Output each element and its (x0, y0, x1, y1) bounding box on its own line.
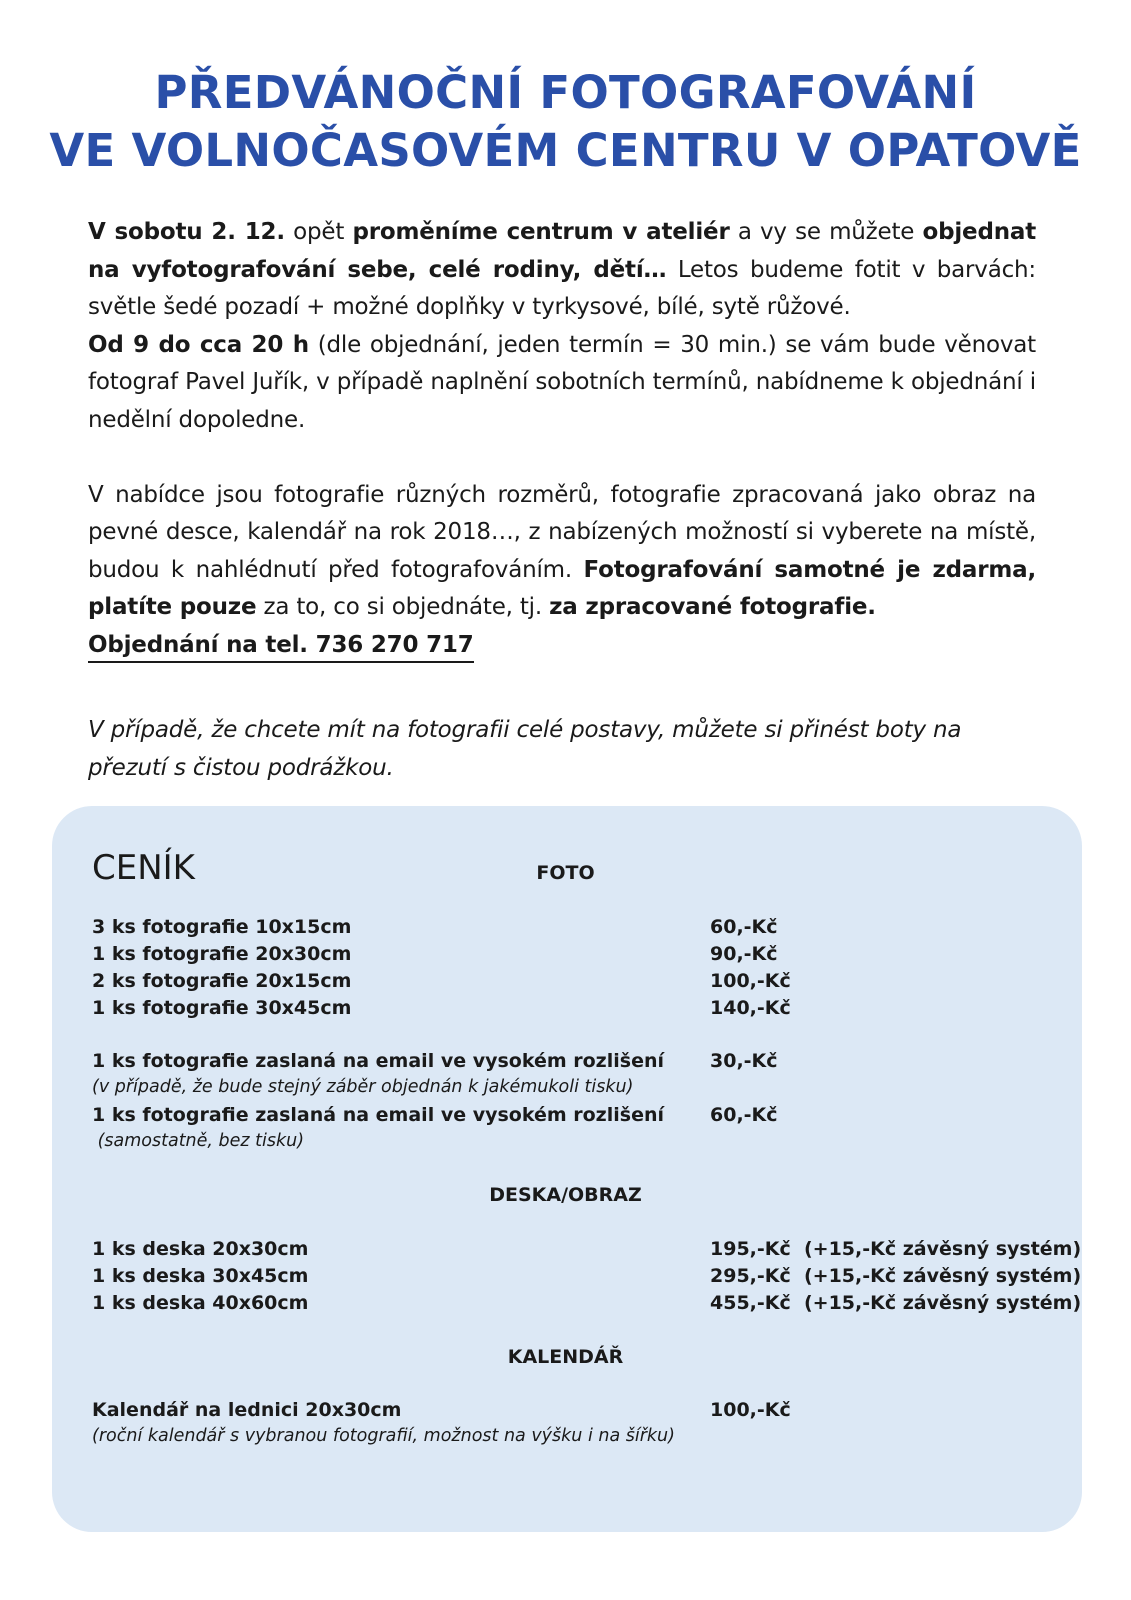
title-line-2: VE VOLNOČASOVÉM CENTRU V OPATOVĚ (49, 124, 1082, 177)
section-heading-foto: FOTO (536, 862, 595, 884)
price-item-label: 1 ks fotografie zaslaná na email ve vysokém rozlišení (92, 1050, 665, 1072)
intro-text-run: opět (284, 219, 353, 245)
price-item-note: (samostatně, bez tisku) (92, 1131, 305, 1151)
intro-paragraph-3 (88, 477, 1036, 627)
price-item-label: 1 ks deska 20x30cm (92, 1238, 309, 1260)
phone-paragraph (88, 627, 1036, 665)
price-item-value: 100,-Kč (710, 970, 791, 992)
price-item-label: Kalendář na lednici 20x30cm (92, 1399, 402, 1421)
hours-highlight: Od 9 do cca 20 h (88, 331, 309, 358)
intro-text-run: (dle objednání, jeden termín = 30 min.) se vám bude věnovat fotograf Pavel Juřík, v případě naplnění sobotních termínů, nabídneme k objednání i nedělní dopoledne. (88, 331, 1036, 433)
intro-text (88, 214, 1036, 664)
price-item-label: 1 ks fotografie 30x45cm (92, 997, 352, 1019)
price-item-label: 1 ks fotografie zaslaná na email ve vysokém rozlišení (92, 1104, 665, 1126)
date-highlight: V sobotu 2. 12. (88, 219, 285, 245)
page-title (0, 64, 1131, 180)
price-item-value: 455,-Kč (+15,-Kč závěsný systém) (710, 1292, 1082, 1314)
price-item-note: (roční kalendář s vybranou fotografií, možnost na výšku i na šířku) (92, 1426, 675, 1446)
price-item-note: (v případě, že bude stejný záběr objednán k jakémukoli tisku) (92, 1077, 634, 1097)
price-item-value: 60,-Kč (710, 916, 778, 938)
price-item-value: 60,-Kč (710, 1104, 778, 1126)
intro-paragraph-2 (88, 327, 1036, 440)
shoes-note: V případě, že chcete mít na fotografii celé postavy, můžete si přinést boty na přezutí s čistou podrážkou. (88, 717, 962, 781)
price-item-label: 2 ks fotografie 20x15cm (92, 970, 352, 992)
price-item-value: 90,-Kč (710, 943, 778, 965)
price-item-label: 1 ks deska 40x60cm (92, 1292, 309, 1314)
studio-highlight: proměníme centrum v ateliér (352, 219, 730, 245)
intro-text-run: a vy se můžete (729, 219, 923, 245)
processed-highlight: za zpracované fotografie. (549, 594, 876, 620)
price-item-label: 1 ks deska 30x45cm (92, 1265, 309, 1287)
price-list-panel (52, 806, 1082, 1532)
section-heading-kalendar: KALENDÁŘ (507, 1346, 624, 1368)
order-highlight: objednat na vyfotografování sebe, celé rodiny, dětí… (88, 219, 1037, 283)
price-item-value: 140,-Kč (710, 997, 791, 1019)
price-item-value: 30,-Kč (710, 1050, 778, 1072)
title-line-1: PŘEDVÁNOČNÍ FOTOGRAFOVÁNÍ (154, 66, 977, 119)
price-item-label: 3 ks fotografie 10x15cm (92, 916, 352, 938)
price-item-value: 295,-Kč (+15,-Kč závěsný systém) (710, 1265, 1082, 1287)
section-heading-deska: DESKA/OBRAZ (489, 1184, 642, 1206)
price-item-label: 1 ks fotografie 20x30cm (92, 943, 352, 965)
phone-order-link[interactable]: Objednání na tel. 736 270 717 (88, 629, 474, 663)
free-highlight: Fotografování samotné je zdarma, platíte pouze (88, 556, 1036, 620)
intro-text-run: Letos budeme fotit v barvách: světle šedé pozadí + možné doplňky v tyrkysové, bílé, sytě růžové. (88, 256, 1036, 320)
price-item-value: 100,-Kč (710, 1399, 791, 1421)
price-list-title: CENÍK (92, 848, 195, 888)
price-item-value: 195,-Kč (+15,-Kč závěsný systém) (710, 1238, 1082, 1260)
intro-text-run: V nabídce jsou fotografie různých rozměrů, fotografie zpracovaná jako obraz na pevné desce, kalendář na rok 2018…, z nabízených možností si vyberete na místě, budou k nahlédnutí před fotografováním. (88, 481, 1036, 583)
intro-text-run: za to, co si objednáte, tj. (256, 594, 550, 620)
intro-paragraph-1 (88, 214, 1036, 327)
